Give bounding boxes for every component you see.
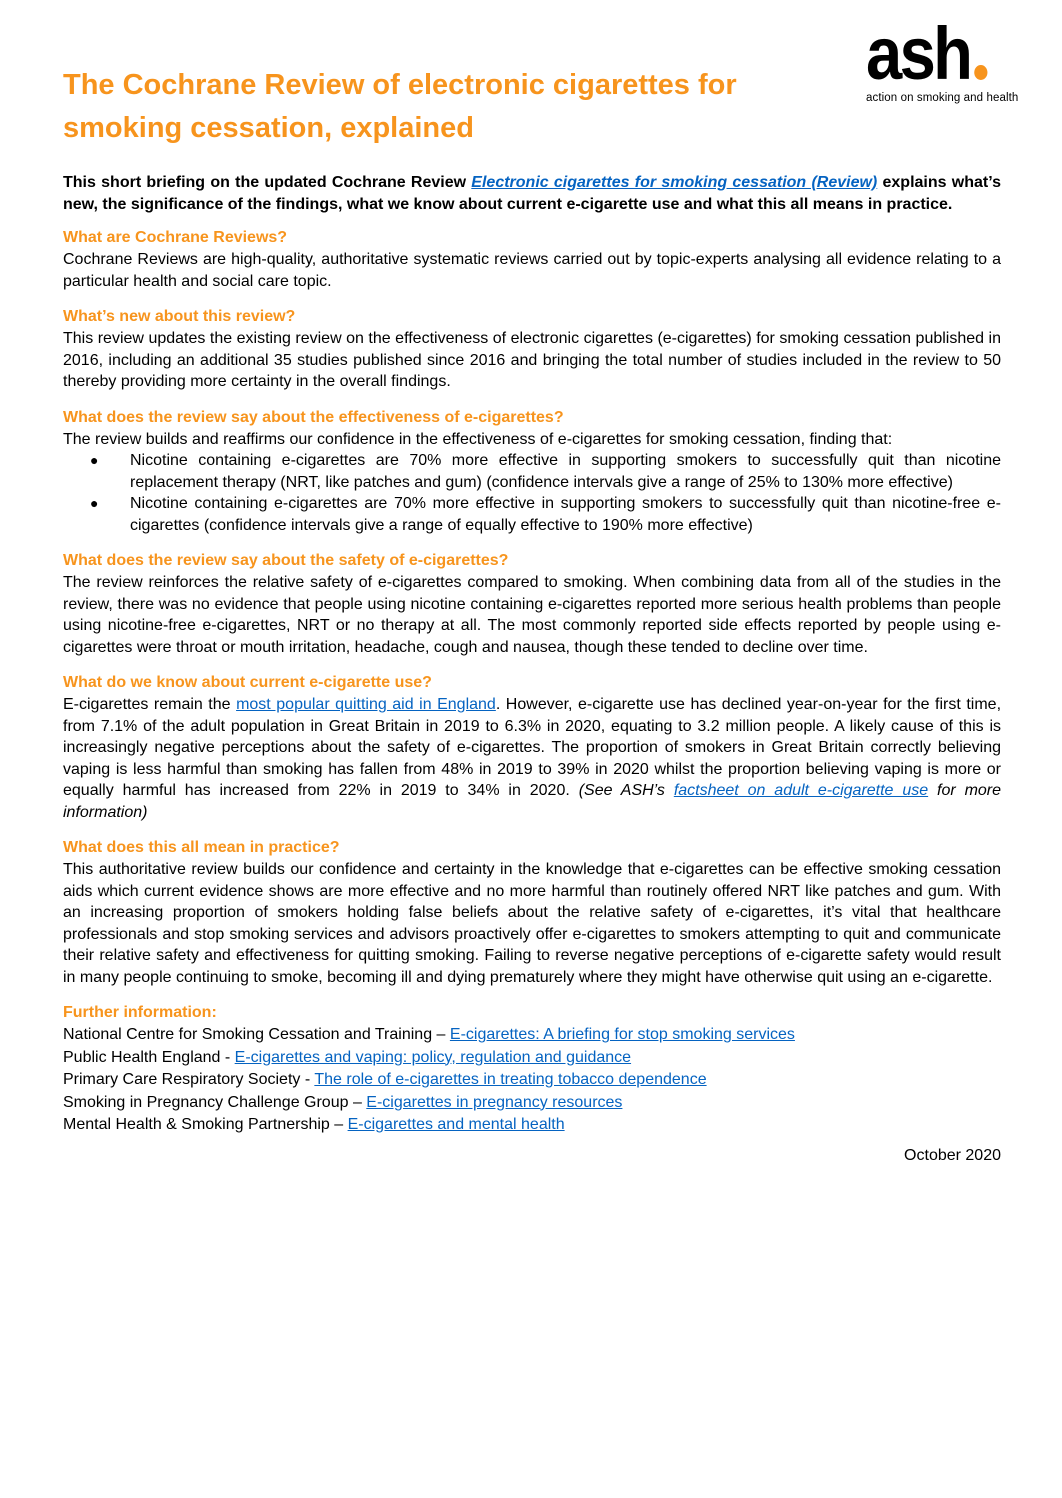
further-information-list <box>63 1024 1001 1137</box>
factsheet-link[interactable]: factsheet on adult e-cigarette use <box>673 782 929 799</box>
separator: - <box>220 1048 235 1066</box>
section-body <box>63 694 1001 823</box>
separator: – <box>348 1093 367 1111</box>
section-effectiveness <box>63 407 1001 537</box>
page-title: The Cochrane Review of electronic cigarettes for smoking cessation, explained <box>63 69 737 144</box>
document-date: October 2020 <box>904 1146 1001 1164</box>
document-page <box>63 12 1002 1167</box>
organisation-name: Mental Health & Smoking Partnership <box>63 1116 330 1133</box>
section-heading: Further information: <box>63 1004 217 1021</box>
section-whats-new <box>63 306 1001 393</box>
separator: - <box>300 1071 315 1088</box>
intro-text-start: This short briefing on the updated Cochrane Review <box>63 174 472 191</box>
list-item <box>63 1069 1001 1092</box>
organisation-name: Smoking in Pregnancy Challenge Group <box>63 1093 349 1111</box>
resource-link-ncsct[interactable]: E-cigarettes: A briefing for stop smoking services <box>449 1026 795 1043</box>
ash-logo-tagline: action on smoking and health <box>866 92 1019 104</box>
section-body: This authoritative review builds our confidence and certainty in the knowledge that e-cigarettes can be effective smoking cessation aids which current evidence shows are more effective and no more harmful than routinely offered NRT like patches and gum. With an increasing proportion of smokers holding false beliefs about the relative safety of e-cigarettes, it’s vital that healthcare professionals and stop smoking services and advisors proactively offer e-cigarettes to smokers attempting to quit and communicate their relative safety and effectiveness for quitting smoking. Failing to reverse negative perceptions of e-cigarette safety would result in many people continuing to smoke, becoming ill and dying prematurely where they might have otherwise quit using an e-cigarette. <box>63 861 1001 986</box>
bullet-icon: ● <box>90 452 99 468</box>
section-further-information <box>63 1002 1001 1137</box>
list-item <box>63 1047 1001 1070</box>
bullet-icon: ● <box>90 495 99 511</box>
section-practice <box>63 837 1001 988</box>
organisation-name: National Centre for Smoking Cessation and Training <box>63 1026 433 1043</box>
section-heading: What does the review say about the safety of e-cigarettes? <box>63 552 509 569</box>
list-item <box>90 493 1001 536</box>
list-item <box>63 1092 1001 1115</box>
list-item <box>63 1024 1001 1047</box>
list-item-text: Nicotine containing e-cigarettes are 70% more effective in supporting smokers to successfully quit than nicotine-free e-cigarettes (confidence intervals give a range of equally effective to 190% more effective) <box>130 495 1001 534</box>
intro-text-end: explains what’s new, the significance of the findings, what we know about current e-cigarette use and what this all means in practice. <box>63 174 1001 213</box>
section-cochrane-reviews <box>63 227 1001 292</box>
organisation-name: Public Health England <box>63 1048 221 1066</box>
resource-link-pregnancy[interactable]: E-cigarettes in pregnancy resources <box>366 1093 623 1111</box>
section-current-use <box>63 672 1001 823</box>
quitting-aid-link[interactable]: most popular quitting aid in England <box>236 696 496 713</box>
section-safety <box>63 550 1001 658</box>
section-body: Cochrane Reviews are high-quality, authoritative systematic reviews carried out by topic-experts analysing all evidence relating to a particular health and social care topic. <box>63 251 1001 290</box>
section-body: This review updates the existing review on the effectiveness of electronic cigarettes (e-cigarettes) for smoking cessation published in 2016, including an additional 35 studies published since 2016 and bringing the total number of studies included in the review to 50 thereby providing more certainty in the overall findings. <box>63 330 1001 390</box>
current-use-text-middle: . However, e-cigarette use has declined year-on-year for the first time, from 7.1% of the adult population in Great Britain in 2019 to 6.3% in 2020, equating to 3.2 million people. A likely cause of this is increasingly negative perceptions about the safety of e-cigarettes. The proportion of smokers in Great Britain correctly believing vaping is less harmful than smoking has fallen from 48% in 2019 to 39% in 2020 whilst the proportion believing vaping is more or equally harmful has increased from 22% in 2019 to 34% in 2020. <box>63 696 1002 799</box>
current-use-note-start: (See ASH’s <box>578 782 674 799</box>
section-body: The review reinforces the relative safety of e-cigarettes compared to smoking. When combining data from all of the studies in the review, there was no evidence that people using nicotine containing e-cigarettes reported more serious health problems than people using nicotine-free e-cigarettes, NRT or no therapy at all. The most commonly reported side effects reported by people using e-cigarettes were throat or mouth irritation, headache, cough and nausea, though these tended to decline over time. <box>63 574 1001 656</box>
section-heading: What does the review say about the effectiveness of e-cigarettes? <box>63 408 564 426</box>
ash-logo-word: ash <box>866 12 971 95</box>
section-body: The review builds and reaffirms our confidence in the effectiveness of e-cigarettes for smoking cessation, finding that: <box>63 430 893 448</box>
effectiveness-bullet-list <box>63 450 1001 536</box>
section-heading: What does this all mean in practice? <box>63 839 340 856</box>
intro-paragraph <box>63 172 1001 215</box>
resource-link-mental-health[interactable]: E-cigarettes and mental health <box>347 1116 565 1133</box>
section-heading: What are Cochrane Reviews? <box>63 229 288 246</box>
cochrane-review-link[interactable]: Electronic cigarettes for smoking cessation (Review) <box>471 174 878 191</box>
resource-link-phe[interactable]: E-cigarettes and vaping: policy, regulation and guidance <box>234 1048 632 1066</box>
separator: – <box>329 1116 348 1133</box>
section-heading: What’s new about this review? <box>63 308 296 325</box>
section-heading: What do we know about current e-cigarette use? <box>63 674 432 691</box>
current-use-note-end: for more information) <box>63 782 1002 821</box>
resource-link-pcrs[interactable]: The role of e-cigarettes in treating tobacco dependence <box>314 1071 707 1088</box>
organisation-name: Primary Care Respiratory Society <box>63 1071 301 1088</box>
separator: – <box>432 1026 450 1043</box>
list-item <box>63 1114 1001 1137</box>
current-use-text-start: E-cigarettes remain the <box>63 696 237 713</box>
list-item-text: Nicotine containing e-cigarettes are 70% more effective in supporting smokers to successfully quit than nicotine replacement therapy (NRT, like patches and gum) (confidence intervals give a range of 25% to 130% more effective) <box>130 452 1001 491</box>
list-item <box>90 450 1001 493</box>
